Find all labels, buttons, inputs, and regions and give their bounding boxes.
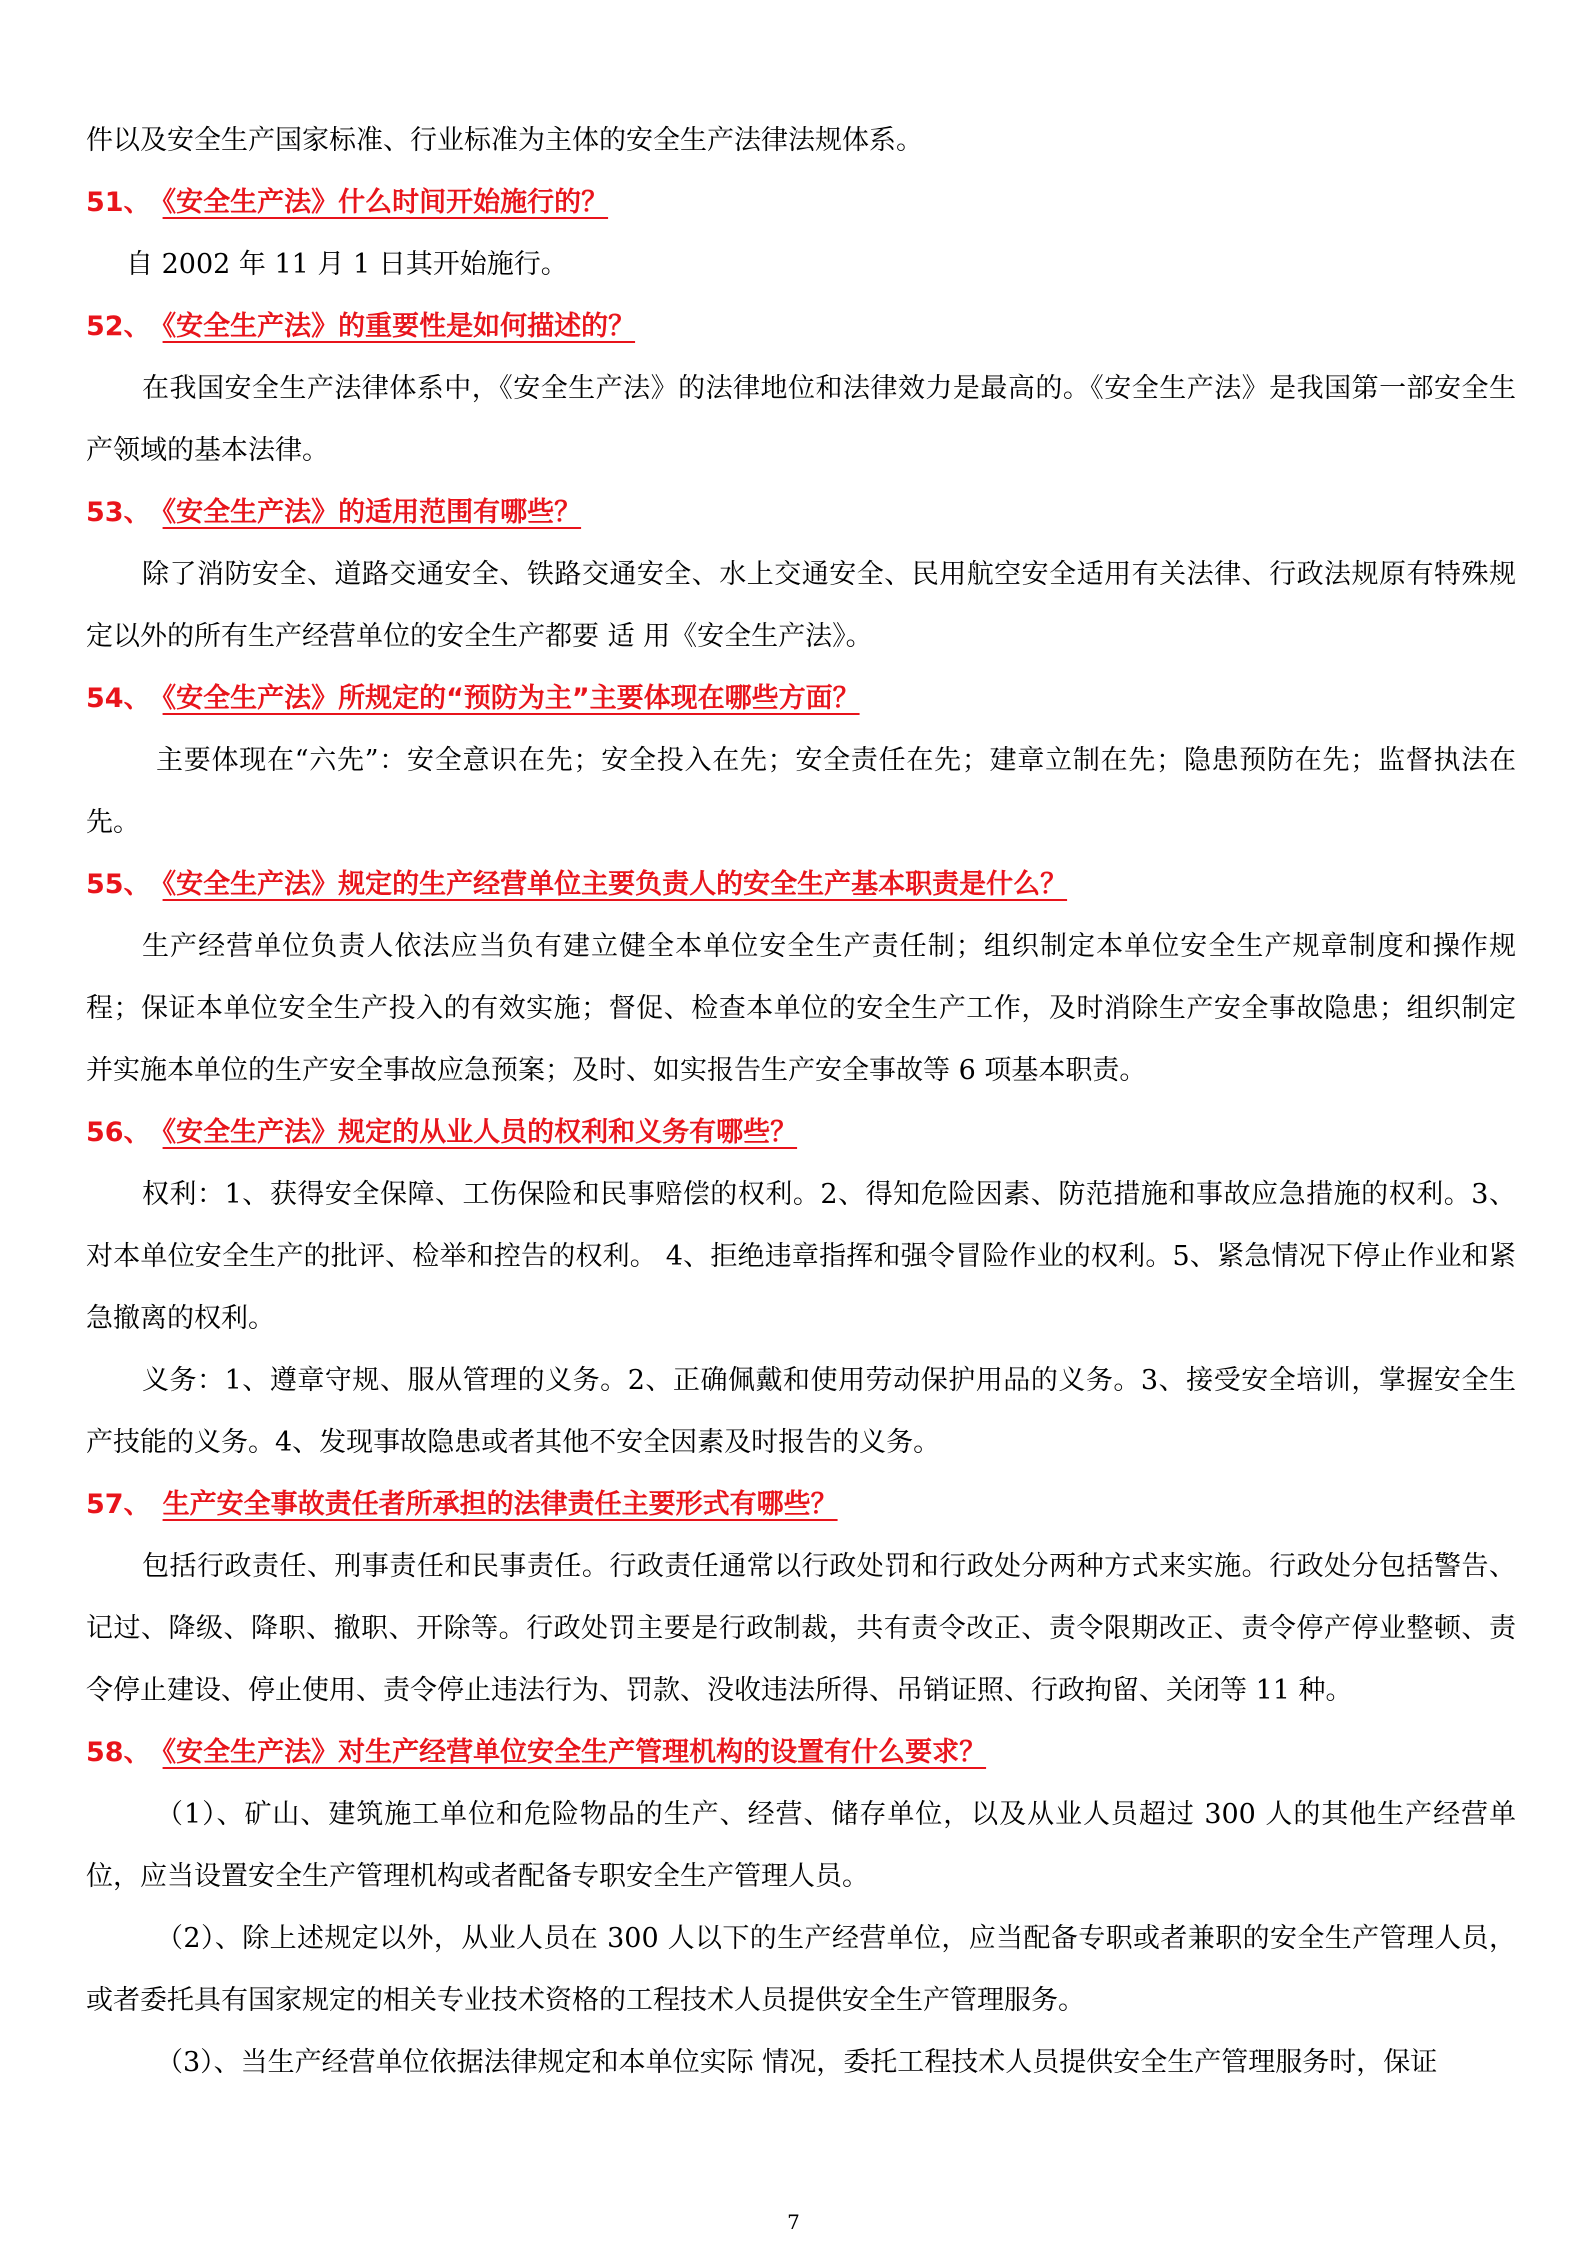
question-title: 《安全生产法》什么时间开始施行的？: [162, 187, 609, 218]
question-number: 54、: [86, 683, 151, 714]
question-title: 《安全生产法》对生产经营单位安全生产管理机构的设置有什么要求？: [162, 1737, 987, 1768]
question-54: [86, 668, 1516, 730]
requirement-2: （2）、除上述规定以外，从业人员在 300 人以下的生产经营单位，应当配备专职或者兼职的安全生产管理人员，或者委托具有国家规定的相关专业技术资格的工程技术人员提供安全生产管理服务。: [86, 1923, 1516, 2016]
question-number: 52、: [86, 311, 151, 342]
answer-52: 在我国安全生产法律体系中，《安全生产法》的法律地位和法律效力是最高的。《安全生产法》是我国第一部安全生产领域的基本法律。: [86, 373, 1516, 466]
question-title: 《安全生产法》规定的从业人员的权利和义务有哪些？: [162, 1117, 798, 1148]
question-number: 53、: [86, 497, 151, 528]
question-title: 《安全生产法》所规定的“预防为主”主要体现在哪些方面？: [162, 683, 860, 714]
answer-55: 生产经营单位负责人依法应当负有建立健全本单位安全生产责任制；组织制定本单位安全生产规章制度和操作规程；保证本单位安全生产投入的有效实施；督促、检查本单位的安全生产工作，及时消除生产安全事故隐患；组织制定并实施本单位的生产安全事故应急预案；及时、如实报告生产安全事故等 6 项基本职责。: [86, 931, 1516, 1086]
question-56: [86, 1102, 1516, 1164]
requirement-3: （3）、当生产经营单位依据法律规定和本单位实际 情况，委托工程技术人员提供安全生产管理服务时，保证: [156, 2047, 1438, 2078]
question-55: [86, 854, 1516, 916]
question-51: [86, 172, 1516, 234]
duties-paragraph: 义务：1、遵章守规、服从管理的义务。2、正确佩戴和使用劳动保护用品的义务。3、接受安全培训，掌握安全生产技能的义务。4、发现事故隐患或者其他不安全因素及时报告的义务。: [86, 1365, 1516, 1458]
intro-tail-text: 件以及安全生产国家标准、行业标准为主体的安全生产法律法规体系。: [86, 125, 923, 156]
question-number: 51、: [86, 187, 151, 218]
question-title: 生产安全事故责任者所承担的法律责任主要形式有哪些？: [162, 1489, 838, 1520]
requirement-1: （1）、矿山、建筑施工单位和危险物品的生产、经营、储存单位，以及从业人员超过 300 人的其他生产经营单位，应当设置安全生产管理机构或者配备专职安全生产管理人员。: [86, 1799, 1516, 1892]
page-number: 7: [787, 2210, 800, 2234]
answer-51: 自 2002 年 11 月 1 日其开始施行。: [126, 249, 568, 280]
answer-53: 除了消防安全、道路交通安全、铁路交通安全、水上交通安全、民用航空安全适用有关法律、行政法规原有特殊规定以外的所有生产经营单位的安全生产都要 适 用《安全生产法》。: [86, 559, 1516, 652]
question-number: 55、: [86, 869, 151, 900]
document-page: [86, 110, 1516, 2094]
question-title: 《安全生产法》规定的生产经营单位主要负责人的安全生产基本职责是什么？: [162, 869, 1068, 900]
question-number: 58、: [86, 1737, 151, 1768]
question-57: [86, 1474, 1516, 1536]
answer-57: 包括行政责任、刑事责任和民事责任。行政责任通常以行政处罚和行政处分两种方式来实施。行政处分包括警告、记过、降级、降职、撤职、开除等。行政处罚主要是行政制裁，共有责令改正、责令限期改正、责令停产停业整顿、责令停止建设、停止使用、责令停止违法行为、罚款、没收违法所得、吊销证照、行政拘留、关闭等 11 种。: [86, 1551, 1516, 1706]
answer-54: 主要体现在“六先”：安全意识在先；安全投入在先；安全责任在先；建章立制在先；隐患预防在先；监督执法在先。: [86, 745, 1516, 838]
question-number: 57、: [86, 1489, 151, 1520]
question-58: [86, 1722, 1516, 1784]
rights-paragraph: 权利：1、获得安全保障、工伤保险和民事赔偿的权利。2、得知危险因素、防范措施和事故应急措施的权利。3、对本单位安全生产的批评、检举和控告的权利。 4、拒绝违章指挥和强令冒险作业的权利。5、紧急情况下停止作业和紧急撤离的权利。: [86, 1179, 1516, 1334]
question-title: 《安全生产法》的适用范围有哪些？: [162, 497, 582, 528]
question-52: [86, 296, 1516, 358]
question-53: [86, 482, 1516, 544]
question-number: 56、: [86, 1117, 151, 1148]
question-title: 《安全生产法》的重要性是如何描述的？: [162, 311, 636, 342]
